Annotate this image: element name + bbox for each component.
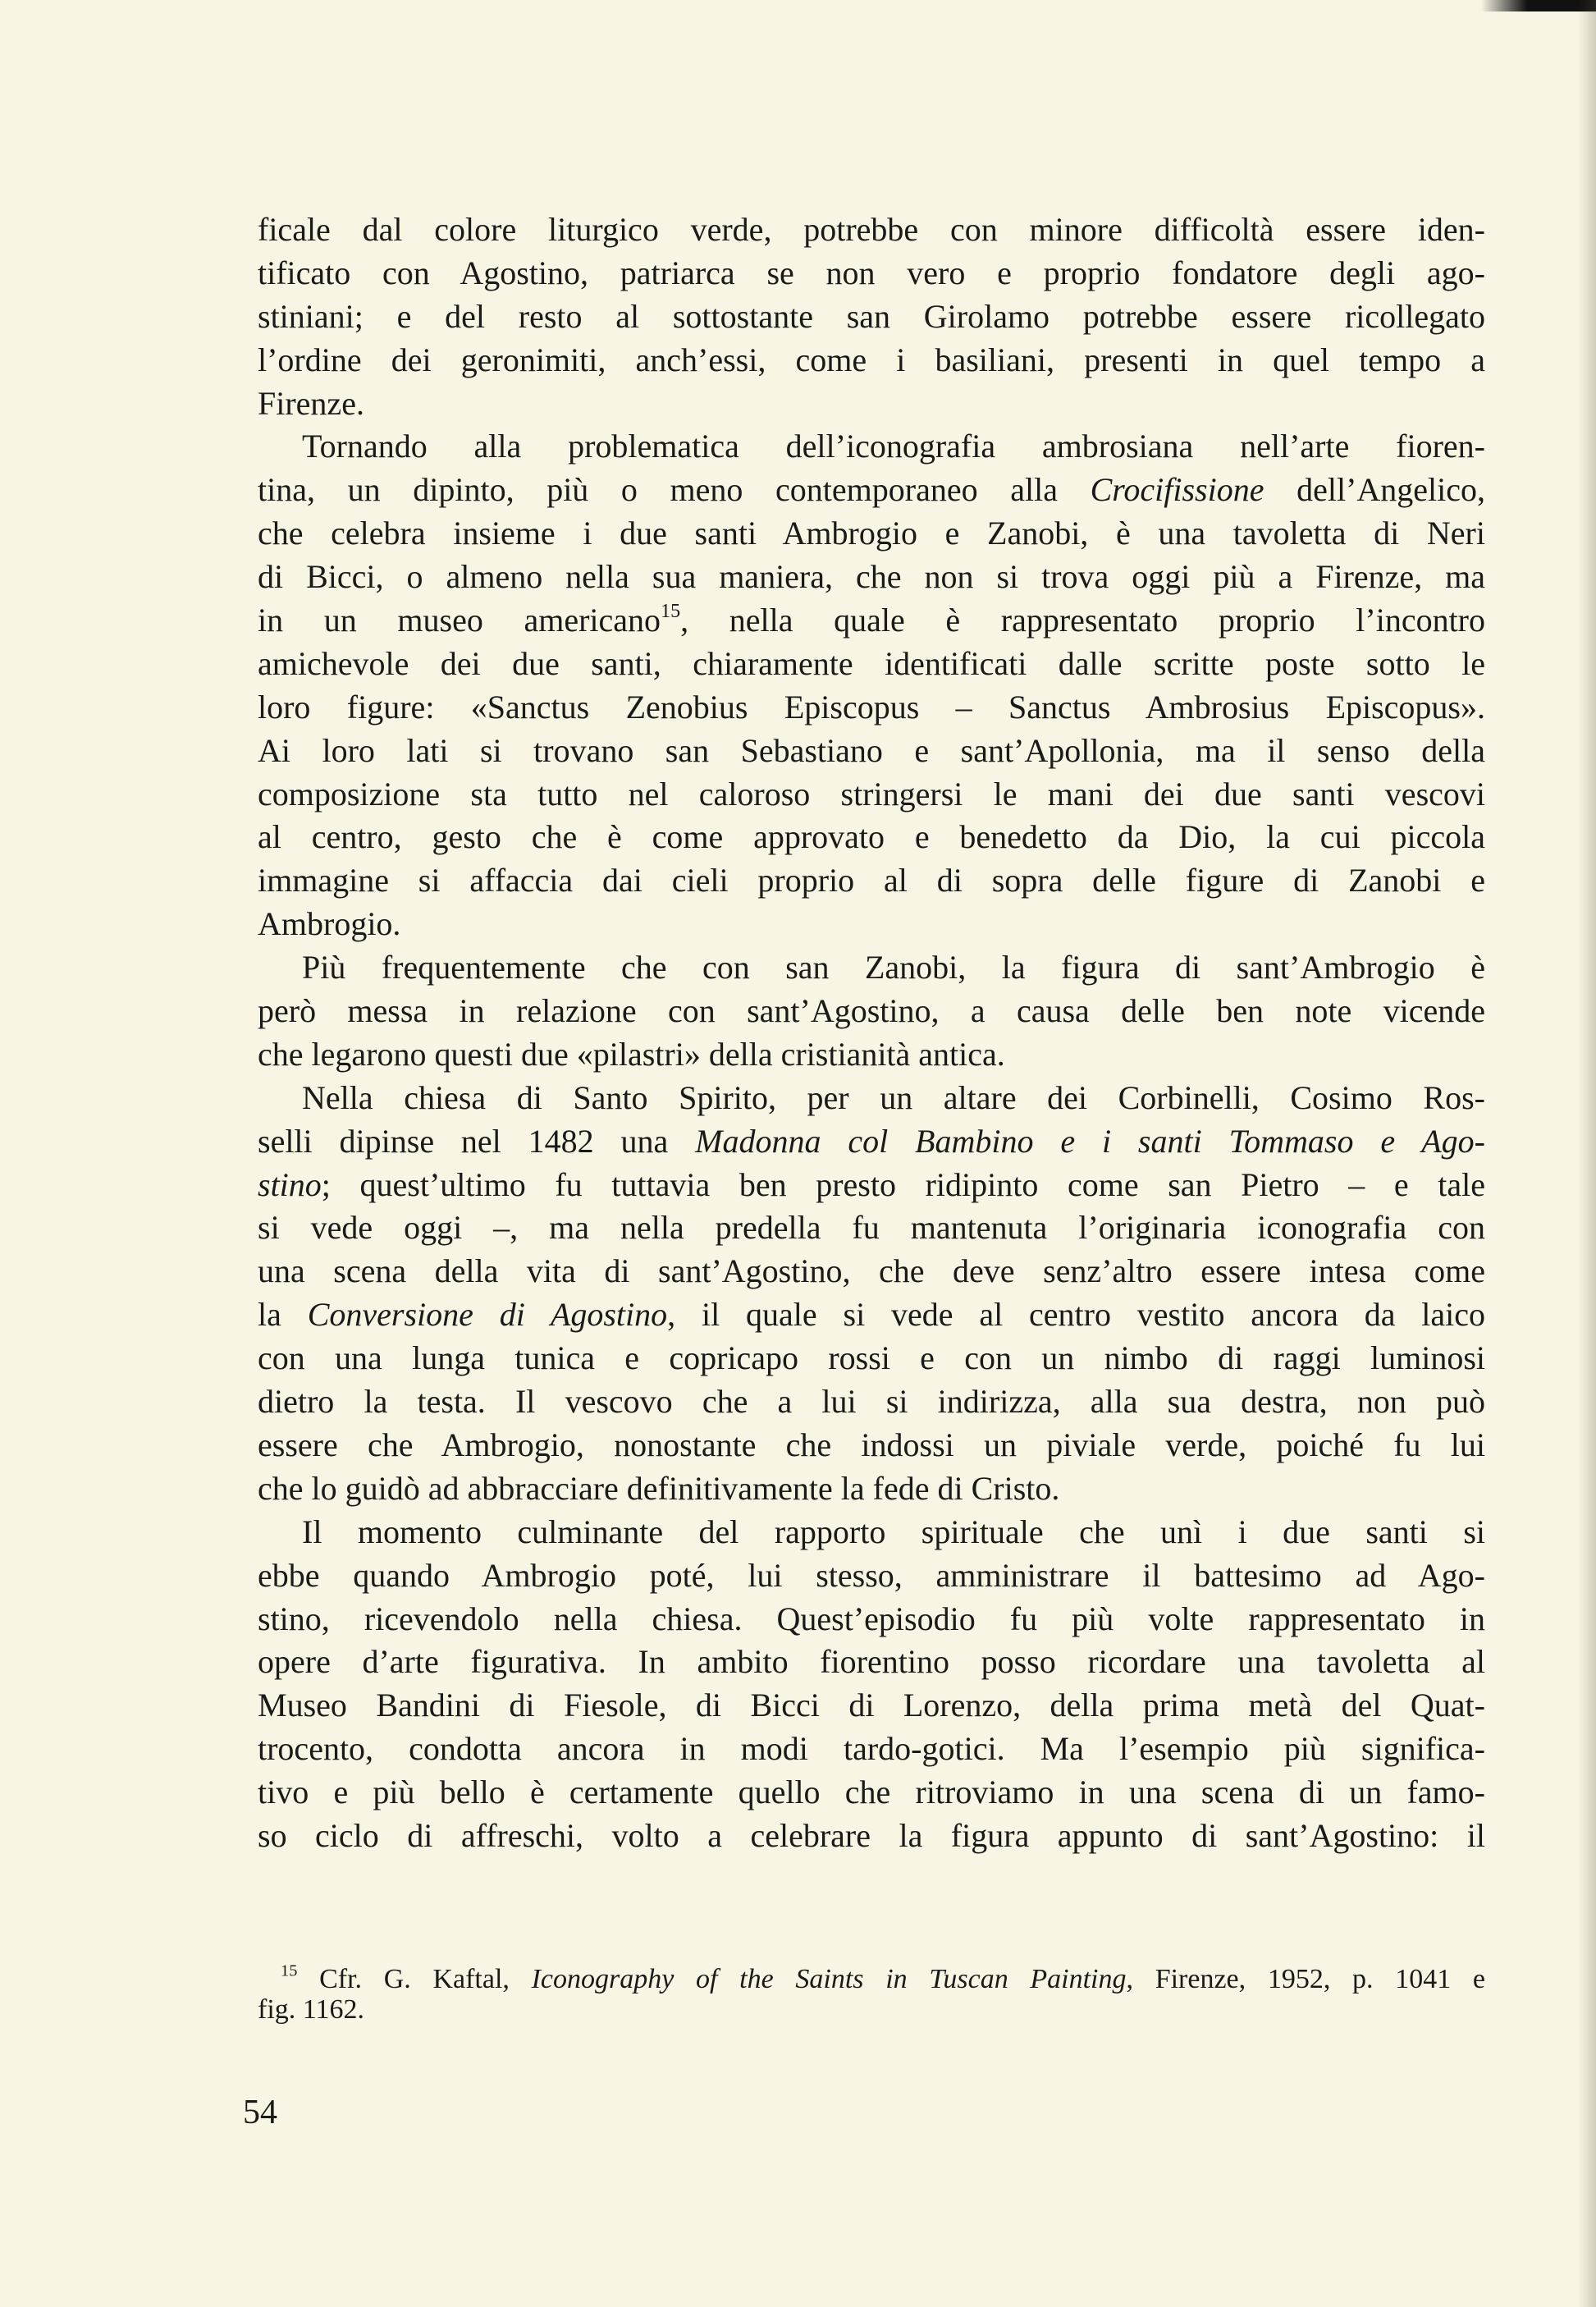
text-segment: in un museo americano — [258, 602, 661, 639]
text-segment: la — [258, 1296, 308, 1334]
text-segment: Più frequentemente che con san Zanobi, la figura di sant’Ambrogio è — [302, 949, 1485, 986]
text-segment: , il quale si vede al centro vestito ancora da laico — [667, 1296, 1486, 1334]
text-segment: trocento, condotta ancora in modi tardo-gotici. Ma l’esempio più significa- — [258, 1730, 1485, 1768]
text-line — [258, 1250, 1485, 1293]
text-line — [258, 816, 1485, 859]
text-line — [258, 1164, 1485, 1207]
footnote-ref: 15 — [661, 601, 681, 623]
text-segment: tivo e più bello è certamente quello che ritroviamo in una scena di un famo- — [258, 1774, 1485, 1811]
text-segment: con una lunga tunica e copricapo rossi e con un nimbo di raggi luminosi — [258, 1339, 1485, 1377]
text-segment: Cfr. G. Kaftal, — [297, 1964, 532, 1994]
text-segment: fig. 1162. — [258, 1994, 365, 2025]
text-line — [258, 599, 1485, 643]
text-line — [258, 946, 1485, 990]
text-line — [258, 1815, 1485, 1858]
text-line — [258, 1120, 1485, 1164]
text-segment: stino, ricevendolo nella chiesa. Quest’episodio fu più volte rappresentato in — [258, 1600, 1485, 1637]
text-segment: immagine si affaccia dai cieli proprio al di sopra delle figure di Zanobi e — [258, 862, 1485, 899]
text-line — [258, 512, 1485, 556]
text-segment: che legarono questi due «pilastri» della cristianità antica. — [258, 1035, 1005, 1073]
text-line — [258, 1684, 1485, 1728]
text-segment: so ciclo di affreschi, volto a celebrare la figura appunto di sant’Agostino: il — [258, 1816, 1485, 1854]
text-segment: loro figure: «Sanctus Zenobius Episcopus – Sanctus Ambrosius Episcopus». — [258, 688, 1485, 726]
text-segment: l’ordine dei geronimiti, anch’essi, come i basiliani, presenti in quel tempo a — [258, 341, 1485, 378]
text-line — [258, 1641, 1485, 1684]
text-line — [258, 730, 1485, 773]
italic-title: Madonna col Bambino e i santi Tommaso e Ago- — [695, 1122, 1486, 1160]
text-segment: che lo guidò ad abbracciare definitivamente la fede di Cristo. — [258, 1469, 1060, 1507]
text-segment: Museo Bandini di Fiesole, di Bicci di Lorenzo, della prima metà del Quat- — [258, 1687, 1485, 1724]
text-segment: opere d’arte figurativa. In ambito fiorentino posso ricordare una tavoletta al — [258, 1643, 1485, 1681]
text-segment: , nella quale è rappresentato proprio l’incontro — [680, 602, 1486, 639]
text-line — [258, 1598, 1485, 1641]
text-segment: stiniani; e del resto al sottostante san Girolamo potrebbe essere ricollegato — [258, 297, 1485, 335]
text-segment: ficale dal colore liturgico verde, potrebbe con minore difficoltà essere iden- — [258, 211, 1485, 248]
italic-title: Iconography of the Saints in Tuscan Painting — [531, 1964, 1127, 1994]
footnote — [258, 1961, 1485, 2025]
text-line — [258, 208, 1485, 252]
text-segment: tina, un dipinto, più o meno contemporaneo alla — [258, 471, 1091, 509]
text-segment: essere che Ambrogio, nonostante che indossi un piviale verde, poiché fu lui — [258, 1426, 1485, 1463]
text-segment: si vede oggi –, ma nella predella fu mantenuta l’originaria iconografia con — [258, 1209, 1485, 1247]
text-line — [258, 1380, 1485, 1424]
text-line — [258, 1293, 1485, 1337]
text-line — [258, 382, 1485, 426]
text-segment: dietro la testa. Il vescovo che a lui si indirizza, alla sua destra, non può — [258, 1383, 1485, 1421]
text-segment: che celebra insieme i due santi Ambrogio e Zanobi, è una tavoletta di Neri — [258, 515, 1485, 552]
text-segment: , Firenze, 1952, p. 1041 e — [1126, 1964, 1485, 1994]
text-segment: composizione sta tutto nel caloroso stringersi le mani dei due santi vescovi — [258, 775, 1485, 812]
text-line — [258, 686, 1485, 730]
text-line — [258, 990, 1485, 1033]
footnote-line — [258, 1994, 1485, 2025]
footnote-line — [258, 1961, 1485, 1994]
text-line — [258, 252, 1485, 295]
text-segment: di Bicci, o almeno nella sua maniera, che non si trova oggi più a Firenze, ma — [258, 558, 1485, 596]
text-segment: Ambrogio. — [258, 905, 401, 943]
text-segment: però messa in relazione con sant’Agostino, a causa delle ben note vicende — [258, 992, 1485, 1030]
text-segment: amichevole dei due santi, chiaramente identificati dalle scritte poste sotto le — [258, 644, 1485, 682]
text-line — [258, 643, 1485, 686]
text-line — [258, 1206, 1485, 1250]
text-segment: Il momento culminante del rapporto spirituale che unì i due santi si — [302, 1513, 1485, 1550]
text-segment: dell’Angelico, — [1264, 471, 1485, 509]
footnote-ref: 15 — [281, 1961, 298, 1980]
text-line — [258, 469, 1485, 512]
text-line — [258, 903, 1485, 946]
text-line — [258, 1554, 1485, 1598]
italic-title: Crocifissione — [1090, 471, 1264, 509]
text-segment: Ai loro lati si trovano san Sebastiano e sant’Apollonia, ma il senso della — [258, 731, 1485, 769]
text-line — [258, 773, 1485, 817]
text-line — [258, 1467, 1485, 1511]
text-segment: selli dipinse nel 1482 una — [258, 1122, 696, 1160]
text-line — [258, 295, 1485, 339]
text-line — [258, 339, 1485, 382]
text-line — [258, 556, 1485, 599]
text-segment: al centro, gesto che è come approvato e benedetto da Dio, la cui piccola — [258, 818, 1485, 856]
text-line — [258, 1424, 1485, 1467]
page-edge-shadow — [1578, 0, 1596, 2307]
text-segment: tificato con Agostino, patriarca se non vero e proprio fondatore degli ago- — [258, 254, 1485, 291]
text-line — [258, 1077, 1485, 1120]
text-segment: ; quest’ultimo fu tuttavia ben presto ridipinto come san Pietro – e tale — [321, 1165, 1485, 1203]
text-line — [258, 1728, 1485, 1771]
page-number: 54 — [243, 2094, 277, 2131]
text-line — [258, 1771, 1485, 1815]
text-segment: Firenze. — [258, 384, 364, 422]
text-line — [258, 425, 1485, 469]
body-text — [258, 208, 1485, 1858]
text-line — [258, 1033, 1485, 1077]
italic-title: stino — [258, 1165, 322, 1203]
text-line — [258, 859, 1485, 903]
text-line — [258, 1511, 1485, 1554]
text-segment: Nella chiesa di Santo Spirito, per un altare dei Corbinelli, Cosimo Ros- — [302, 1078, 1485, 1116]
text-segment: una scena della vita di sant’Agostino, che deve senz’altro essere intesa come — [258, 1252, 1485, 1290]
italic-title: Conversione di Agostino — [307, 1296, 668, 1334]
text-segment: ebbe quando Ambrogio poté, lui stesso, amministrare il battesimo ad Ago- — [258, 1556, 1485, 1594]
text-line — [258, 1337, 1485, 1380]
text-segment: Tornando alla problematica dell’iconografia ambrosiana nell’arte fioren- — [302, 428, 1485, 465]
